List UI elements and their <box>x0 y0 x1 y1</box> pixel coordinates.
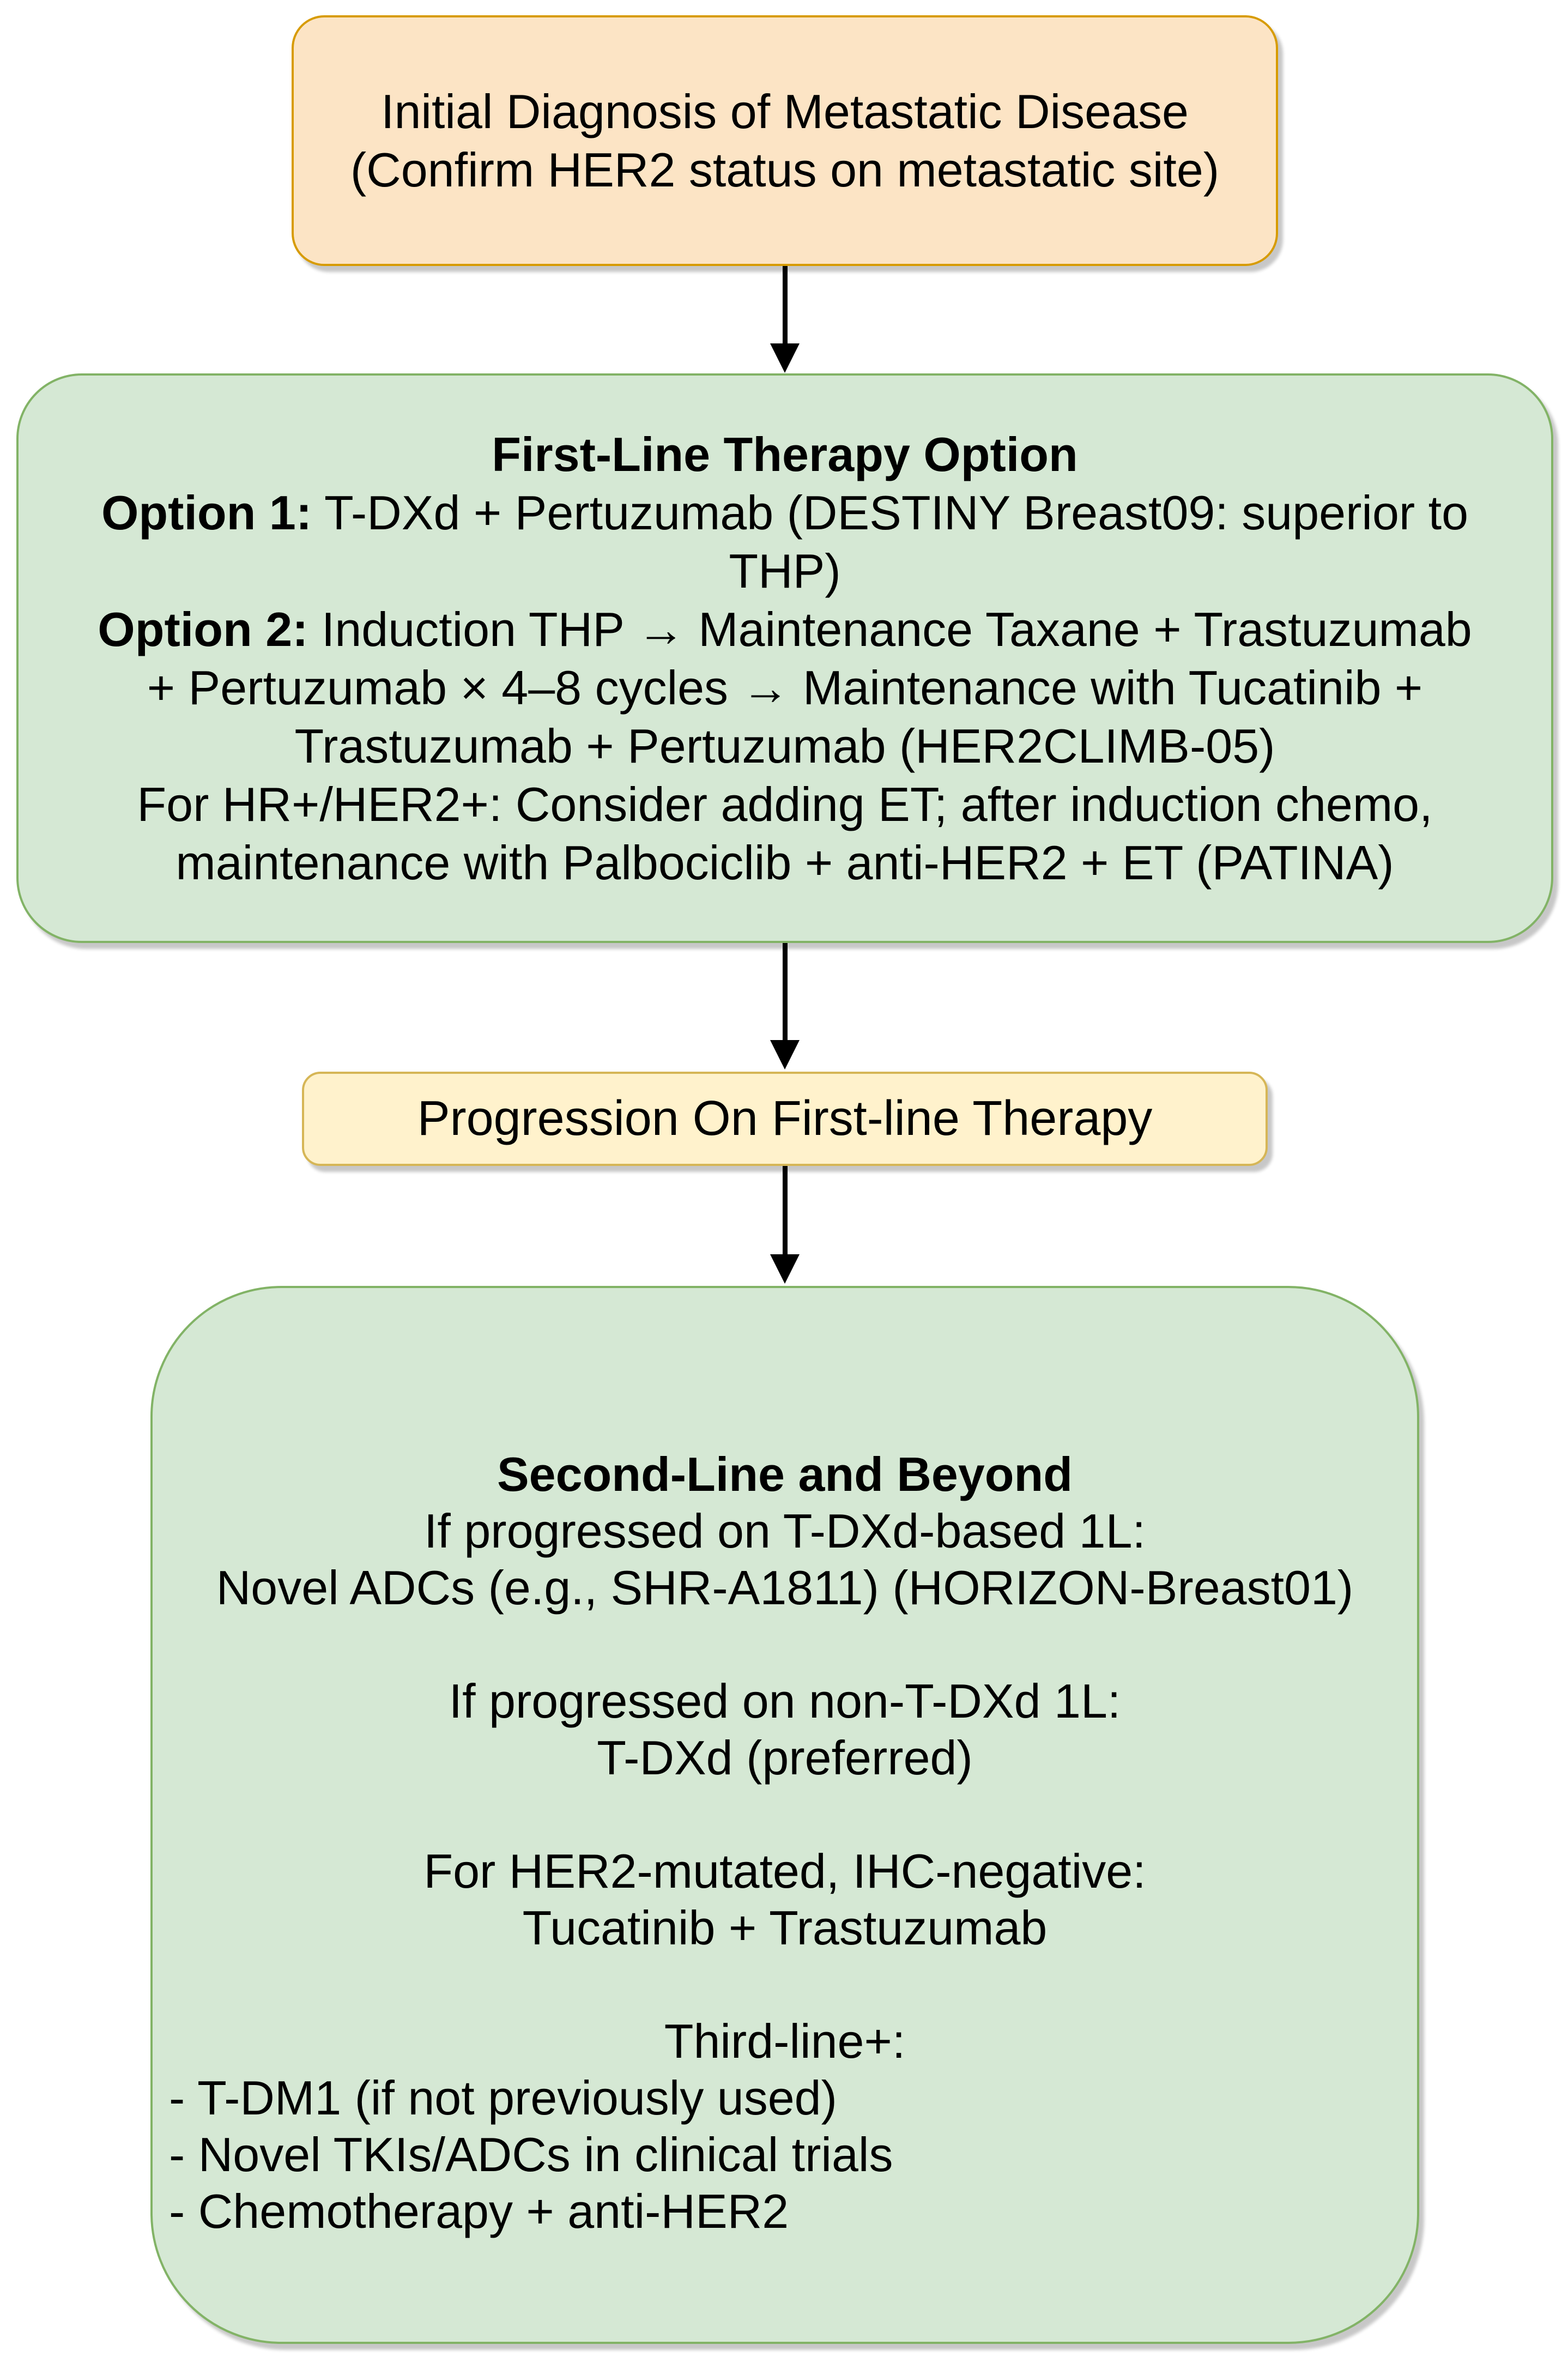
text-line <box>169 1786 1401 1843</box>
node-progression-text <box>304 1090 1266 1148</box>
text-line: Novel ADCs (e.g., SHR-A1811) (HORIZON-Breast01) <box>216 1561 1354 1615</box>
node-initial-diagnosis-text <box>294 82 1276 199</box>
arrowhead-down-icon <box>770 1254 800 1284</box>
flow-arrow-progression-to-second-line <box>770 1166 800 1284</box>
node-second-line-text <box>153 1446 1417 2240</box>
text-line <box>169 1956 1401 2013</box>
text-line: maintenance with Palbociclib + anti-HER2 + ET (PATINA) <box>175 835 1394 890</box>
text-line: First-Line Therapy Option <box>492 427 1078 481</box>
text-line: Second-Line and Beyond <box>497 1447 1073 1501</box>
arrow-shaft <box>783 266 788 343</box>
arrow-shaft <box>783 1166 788 1254</box>
node-first-line-therapy-text <box>19 425 1551 892</box>
text-line <box>169 1616 1401 1673</box>
node-second-line-and-beyond <box>150 1286 1419 2344</box>
node-progression-on-first-line <box>302 1072 1268 1166</box>
text-line: - Chemotherapy + anti-HER2 <box>169 2184 789 2238</box>
arrowhead-down-icon <box>770 343 800 373</box>
node-initial-diagnosis <box>292 15 1278 266</box>
text-line: If progressed on non-T-DXd 1L: <box>449 1674 1121 1728</box>
text-line: For HER2-mutated, IHC-negative: <box>423 1844 1146 1898</box>
text-line: + Pertuzumab × 4–8 cycles → Maintenance with Tucatinib + <box>147 660 1423 715</box>
text-line: Trastuzumab + Pertuzumab (HER2CLIMB-05) <box>294 718 1275 773</box>
text-line: - Novel TKIs/ADCs in clinical trials <box>169 2128 893 2181</box>
text-line: Option 1: T-DXd + Pertuzumab (DESTINY Breast09: superior to <box>101 485 1469 540</box>
text-line: T-DXd (preferred) <box>597 1731 973 1785</box>
text-line: (Confirm HER2 status on metastatic site) <box>350 143 1220 197</box>
text-line: Tucatinib + Trastuzumab <box>522 1901 1048 1955</box>
text-line: Progression On First-line Therapy <box>417 1091 1153 1146</box>
text-line: Option 2: Induction THP → Maintenance Taxane + Trastuzumab <box>98 602 1472 656</box>
node-first-line-therapy-option <box>16 373 1553 943</box>
flow-arrow-first-line-to-progression <box>770 943 800 1069</box>
text-line: For HR+/HER2+: Consider adding ET; after induction chemo, <box>137 777 1433 831</box>
text-line: Initial Diagnosis of Metastatic Disease <box>381 84 1189 138</box>
text-line: THP) <box>729 543 841 598</box>
arrowhead-down-icon <box>770 1040 800 1069</box>
arrow-shaft <box>783 943 788 1040</box>
text-line: - T-DM1 (if not previously used) <box>169 2071 837 2125</box>
text-line: Third-line+: <box>664 2014 906 2068</box>
text-line: If progressed on T-DXd-based 1L: <box>423 1504 1146 1558</box>
flow-arrow-initial-to-first-line <box>770 266 800 373</box>
